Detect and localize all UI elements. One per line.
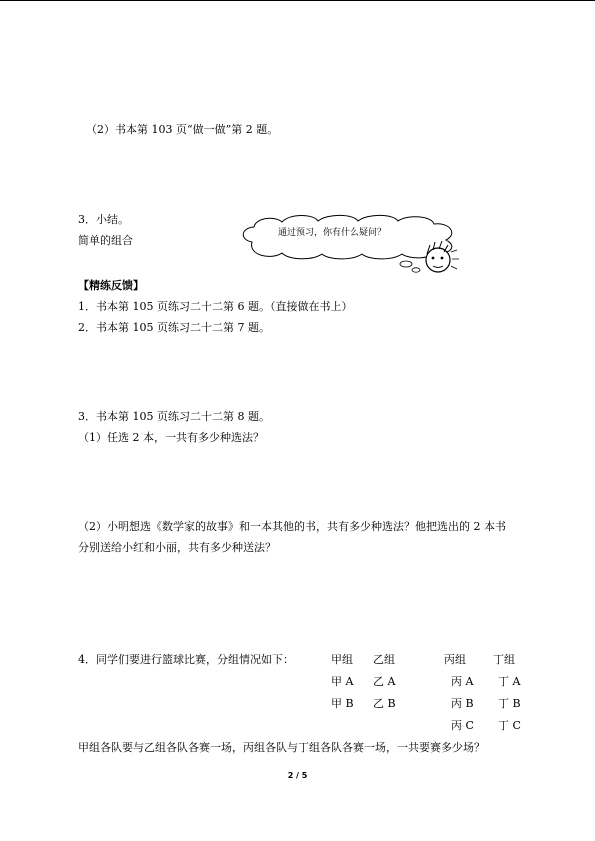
exercise-2-line: （2）书本第 103 页“做一做”第 2 题。 [86,123,279,136]
feedback-heading: 【精练反馈】 [78,279,144,292]
question-1: 1．书本第 105 页练习二十二第 6 题。（直接做在书上） [78,300,353,313]
group-header: 甲组 [331,653,353,666]
thought-cloud-illustration [238,212,463,290]
group-cell: 丁 C [498,719,521,732]
group-cell: 甲 B [331,697,354,710]
group-header: 丁组 [493,653,515,666]
group-cell: 丙 B [451,697,474,710]
group-cell: 乙 B [373,697,396,710]
question-2: 2．书本第 105 页练习二十二第 7 题。 [78,321,270,334]
question-4-ask: 甲组各队要与乙组各队各赛一场，丙组各队与丁组各队各赛一场，一共要赛多少场？ [78,741,485,754]
group-cell: 丁 A [498,675,521,688]
group-cell: 乙 A [373,675,396,688]
question-3: 3．书本第 105 页练习二十二第 8 题。 [78,410,270,423]
group-header: 乙组 [373,653,395,666]
group-header: 丙组 [444,653,466,666]
page-number: 2 / 5 [287,771,308,780]
group-cell: 丙 C [451,719,474,732]
top-rule [0,0,595,1]
cloud-text: 通过预习，你有什么疑问？ [278,228,387,238]
question-4: 4．同学们要进行篮球比赛，分组情况如下： [78,653,294,666]
summary-heading: 3．小结。 [78,213,129,226]
group-cell: 丁 B [498,697,521,710]
group-cell: 丙 A [451,675,474,688]
question-3-part-2-line-2: 分别送给小红和小丽，共有多少种送法？ [78,541,276,554]
question-3-part-2-line-1: （2）小明想选《数学家的故事》和一本其他的书，共有多少种选法？他把选出的 2 本书 [78,520,506,533]
group-cell: 甲 A [331,675,354,688]
question-3-part-1: （1）任选 2 本，一共有多少种选法？ [78,431,264,444]
summary-text: 简单的组合 [78,234,133,247]
